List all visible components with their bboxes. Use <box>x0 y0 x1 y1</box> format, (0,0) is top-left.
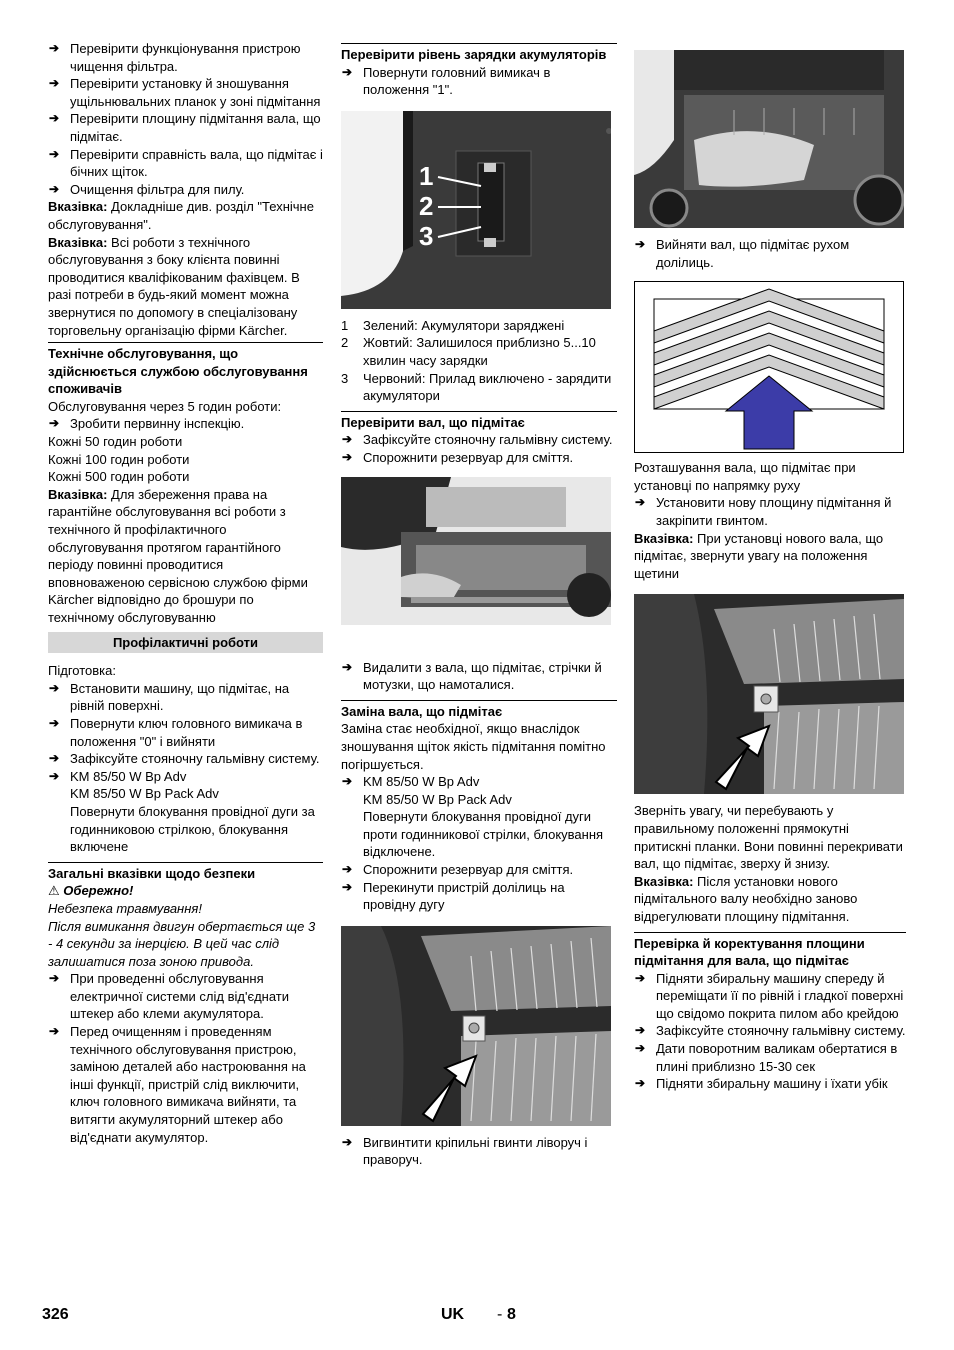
legend-item: 2 Жовтий: Залишилося приблизно 5...10 хвилин часу зарядки <box>341 335 596 368</box>
footer-section-number: 8 <box>507 1306 516 1323</box>
list-item: ➔ Дати поворотним валикам обертатися в плині приблизно 15-30 сек <box>634 1040 906 1075</box>
note: Вказівка: Докладніше див. розділ "Технічне обслуговування". <box>48 199 314 232</box>
warning-icon: ⚠ <box>48 883 60 899</box>
list-item: ➔ Підняти збиральну машину і їхати убік <box>634 1075 906 1093</box>
list-item: ➔ Вийняти вал, що підмітає рухом долілиць. <box>634 236 906 271</box>
roller-removal-photo <box>634 50 904 228</box>
figure-caption: Розташування вала, що підмітає при установці по напрямку руху <box>634 460 856 493</box>
list-item: ➔ Перевірити функціонування пристрою чищення фільтра. <box>48 40 323 75</box>
list-item: ➔ Зафіксуйте стояночну гальмівну систему. <box>48 750 323 768</box>
list-item: ➔ Перекинути пристрій долілиць на провідну дугу <box>341 879 617 914</box>
note: Вказівка: При установці нового вала, що підмітає, звернути увагу на положення щетини <box>634 530 884 581</box>
roller-check-photo <box>341 477 611 625</box>
list-item: ➔ Спорожнити резервуар для сміття. <box>341 861 617 879</box>
list-item-continued: KM 85/50 W Bp Pack Adv <box>70 786 219 802</box>
section-heading: Заміна вала, що підмітає <box>341 700 617 721</box>
paragraph: Заміна стає необхідної, якщо внаслідок зношування щіток якість підмітання помітно погіршується. <box>341 721 606 772</box>
section-heading: Перевірити рівень зарядки акумуляторів <box>341 43 617 64</box>
note: Вказівка: Всі роботи з технічного обслуговування з боку клієнта повинні проводитися кваліфікованим фахівцем. В разі потреби в будь-який момент можна звернутися по допомогу в спеціалізовану торговельну організацію фірми Kärcher. <box>48 234 300 338</box>
list-item: ➔ Зафіксуйте стояночну гальмівну систему. <box>341 431 617 449</box>
list-item: ➔ Перевірити площину підмітання вала, що підмітає. <box>48 110 323 145</box>
column-3 <box>634 40 906 1093</box>
warning-title: ⚠ Обережно! <box>48 883 134 899</box>
list-item: ➔ При проведенні обслуговування електричної системи слід від'єднати штекер або клеми акумулятора. <box>48 970 323 1023</box>
battery-indicator-photo <box>341 111 611 309</box>
list-item: ➔ Перед очищенням і проведенням технічного обслуговування пристрою, заміною деталей або настроювання на інші функції, пристрій слід виключити, ключ головного вимикача вийняти, та витягти акумуляторний штекер або від'єднати акумулятор. <box>48 1023 323 1146</box>
list-item: ➔ Зробити первинну інспекцію. <box>48 415 323 433</box>
list-item-continued: KM 85/50 W Bp Pack Adv <box>363 791 512 807</box>
warning-text: Небезпека травмування! <box>48 900 202 916</box>
roller-orientation-diagram <box>634 281 904 453</box>
figure-label-1: 1 <box>419 160 434 191</box>
section-heading: Загальні вказівки щодо безпеки <box>48 862 323 883</box>
column-2 <box>341 40 617 1169</box>
list-item: ➔ Перевірити установку й зношування ущільнювальних планок у зоні підмітання <box>48 75 323 110</box>
brush-bristles-photo <box>634 594 904 794</box>
list-item: ➔ Підняти збиральну машину спереду й переміщати її по рівній і гладкої поверхні що свідомо покрита пилом або крейдою <box>634 970 906 1023</box>
figure-label-3: 3 <box>419 220 434 251</box>
list-item: ➔ Зафіксуйте стояночну гальмівну систему. <box>634 1022 906 1040</box>
list-item: ➔ Установити нову площину підмітання й закріпити гвинтом. <box>634 494 906 529</box>
paragraph: Підготовка: <box>48 663 116 679</box>
list-item: ➔ Повернути головний вимикач в положення "1". <box>341 64 617 99</box>
paragraph: Кожні 500 годин роботи <box>48 469 190 485</box>
list-item: ➔ Перевірити справність вала, що підмітає і бічних щіток. <box>48 146 323 181</box>
list-item: ➔ Очищення фільтра для пилу. <box>48 181 323 199</box>
legend-item: 1 Зелений: Акумулятори заряджені <box>341 317 565 333</box>
list-item: ➔ Встановити машину, що підмітає, на рівній поверхні. <box>48 680 323 715</box>
paragraph: Зверніть увагу, чи перебувають у правильному положенні прямокутні притискні планки. Вони повинні перекривати вал, що підмітає, зверху й знизу. <box>634 803 903 872</box>
section-heading: Перевірка й коректування площини підмітання для вала, що підмітає <box>634 932 906 970</box>
list-item: ➔ Вигвинтити кріпильні гвинти ліворуч і праворуч. <box>341 1134 617 1169</box>
list-item: ➔ KM 85/50 W Bp Adv <box>341 773 617 791</box>
footer-separator: - <box>497 1306 503 1323</box>
footer-language: UK <box>441 1306 465 1323</box>
list-item: ➔ KM 85/50 W Bp Adv <box>48 768 323 786</box>
list-item-continued: Повернути блокування провідної дуги за годинниковою стрілкою, блокування включене <box>70 803 315 855</box>
list-item: ➔ Видалити з вала, що підмітає, стрічки й мотузки, що намоталися. <box>341 659 617 694</box>
list-item: ➔ Спорожнити резервуар для сміття. <box>341 449 617 467</box>
brush-screw-photo <box>341 926 611 1126</box>
note: Вказівка: Для збереження права на гарантійне обслуговування всі роботи з технічного й профілактичного обслуговування протягом гарантійного періоду повинні проводитися вповноваженою сервісною службою фірми Kärcher відповідно до брошури по технічному обслуговуванню <box>48 486 308 625</box>
column-1 <box>48 40 323 1146</box>
paragraph: Обслуговування через 5 годин роботи: <box>48 398 282 414</box>
list-item-continued: Повернути блокування провідної дуги проти годинникової стрілки, блокування відключене. <box>363 809 604 860</box>
list-item: ➔ Повернути ключ головного вимикача в положення "0" і вийняти <box>48 715 323 750</box>
section-heading: Технічне обслуговування, що здійснюється службою обслуговування споживачів <box>48 342 323 398</box>
legend-item: 3 Червоний: Прилад виключено - зарядити акумулятори <box>341 370 612 404</box>
section-title-bar: Профілактичні роботи <box>48 632 323 654</box>
paragraph: Кожні 50 годин роботи <box>48 434 183 450</box>
page-number: 326 <box>42 1306 69 1323</box>
section-heading: Перевірити вал, що підмітає <box>341 411 617 432</box>
warning-text: Після вимикання двигун обертається ще 3 - 4 секунди за інерцією. В цей час слід залишатися поза зоною привода. <box>48 918 316 969</box>
paragraph: Кожні 100 годин роботи <box>48 451 190 467</box>
note: Вказівка: Після установки нового підмітального валу необхідно заново відрегулювати площину підмітання. <box>634 873 858 924</box>
figure-label-2: 2 <box>419 190 434 221</box>
